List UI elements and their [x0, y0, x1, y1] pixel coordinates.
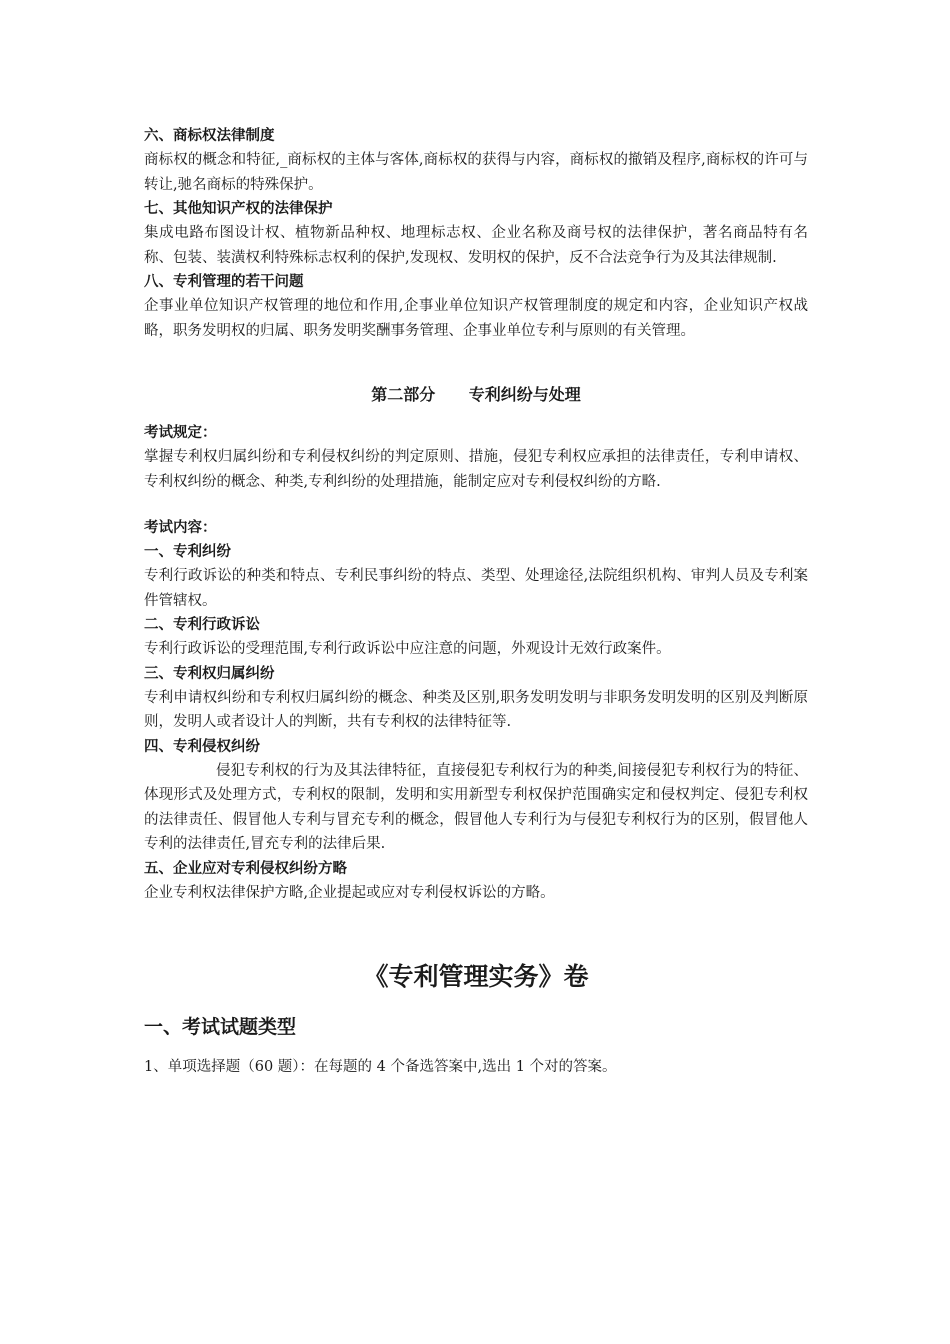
section-heading-trademark: 六、商标权法律制度: [144, 128, 275, 144]
part-two-title: 第二部分 专利纠纷与处理: [371, 385, 581, 404]
section-body-patent-dispute: 专利行政诉讼的种类和特点、专利民事纠纷的特点、类型、处理途径,法院组织机构、审判人员及专利案件管辖权。: [144, 568, 808, 609]
spacer: [144, 494, 808, 516]
section-body-trademark: 商标权的概念和特征,_商标权的主体与客体,商标权的获得与内容，商标权的撤销及程序,商标权的许可与转让,驰名商标的特殊保护。: [144, 152, 808, 193]
exam-rules-label: 考试规定：: [144, 425, 217, 441]
spacer: [144, 1043, 808, 1055]
section-body-ownership-dispute: 专利申请权纠纷和专利权归属纠纷的概念、种类及区别,职务发明发明与非职务发明发明的区别及判断原则，发明人或者设计人的判断，共有专利权的法律特征等.: [144, 689, 808, 730]
exam-rules-body: 掌握专利权归属纠纷和专利侵权纠纷的判定原则、措施，侵犯专利权应承担的法律责任，专利申请权、专利权纠纷的概念、种类,专利纠纷的处理措施，能制定应对专利侵权纠纷的方略.: [144, 449, 808, 490]
section-heading-other-ip: 七、其他知识产权的法律保护: [144, 201, 333, 217]
section-heading-patent-management: 八、专利管理的若干问题: [144, 274, 304, 290]
section-body-patent-management: 企事业单位知识产权管理的地位和作用,企事业单位知识产权管理制度的规定和内容，企业知识产权战略，职务发明权的归属、职务发明奖酬事务管理、企事业单位专利与原则的有关管理。: [144, 298, 808, 339]
section-heading-enterprise-strategy: 五、企业应对专利侵权纠纷方略: [144, 860, 347, 877]
spacer: [144, 905, 808, 957]
section-heading-patent-dispute: 一、专利纠纷: [144, 544, 231, 560]
section-body-enterprise-strategy: 企业专利权法律保护方略,企业提起或应对专利侵权诉讼的方略。: [144, 884, 555, 901]
section-body-administrative-litigation: 专利行政诉讼的受理范围,专利行政诉讼中应注意的问题，外观设计无效行政案件。: [144, 641, 671, 657]
section-body-other-ip: 集成电路布图设计权、植物新品种权、地理标志权、企业名称及商号权的法律保护，著名商品特有名称、包装、装潢权利特殊标志权利的保护,发现权、发明权的保护，反不合法竞争行为及其法律规制.: [144, 225, 808, 266]
question-types-title: 一、考试试题类型: [144, 1016, 297, 1038]
section-body-infringement-dispute: 侵犯专利权的行为及其法律特征，直接侵犯专利权行为的种类,间接侵犯专利权行为的特征、体现形式及处理方式，专利权的限制，发明和实用新型专利权保护范围确实定和侵权判定、侵犯专利权的法律责任、假冒他人专利与冒充专利的概念，假冒他人专利行为与侵犯专利权行为的区别，假冒他人专利的法律责任,冒充专利的法律后果.: [144, 762, 808, 852]
volume-title: 《专利管理实务》卷: [363, 962, 589, 991]
exam-content-label: 考试内容：: [144, 520, 217, 536]
document-content: [144, 124, 808, 1080]
spacer: [144, 343, 808, 381]
section-heading-infringement-dispute: 四、专利侵权纠纷: [144, 738, 260, 755]
spacer: [144, 409, 808, 421]
spacer: [144, 997, 808, 1011]
section-heading-administrative-litigation: 二、专利行政诉讼: [144, 617, 260, 633]
section-heading-ownership-dispute: 三、专利权归属纠纷: [144, 665, 275, 682]
question-type-item-1: 1、单项选择题（60 题）：在每题的 4 个备选答案中,选出 1 个对的答案。: [144, 1059, 617, 1075]
